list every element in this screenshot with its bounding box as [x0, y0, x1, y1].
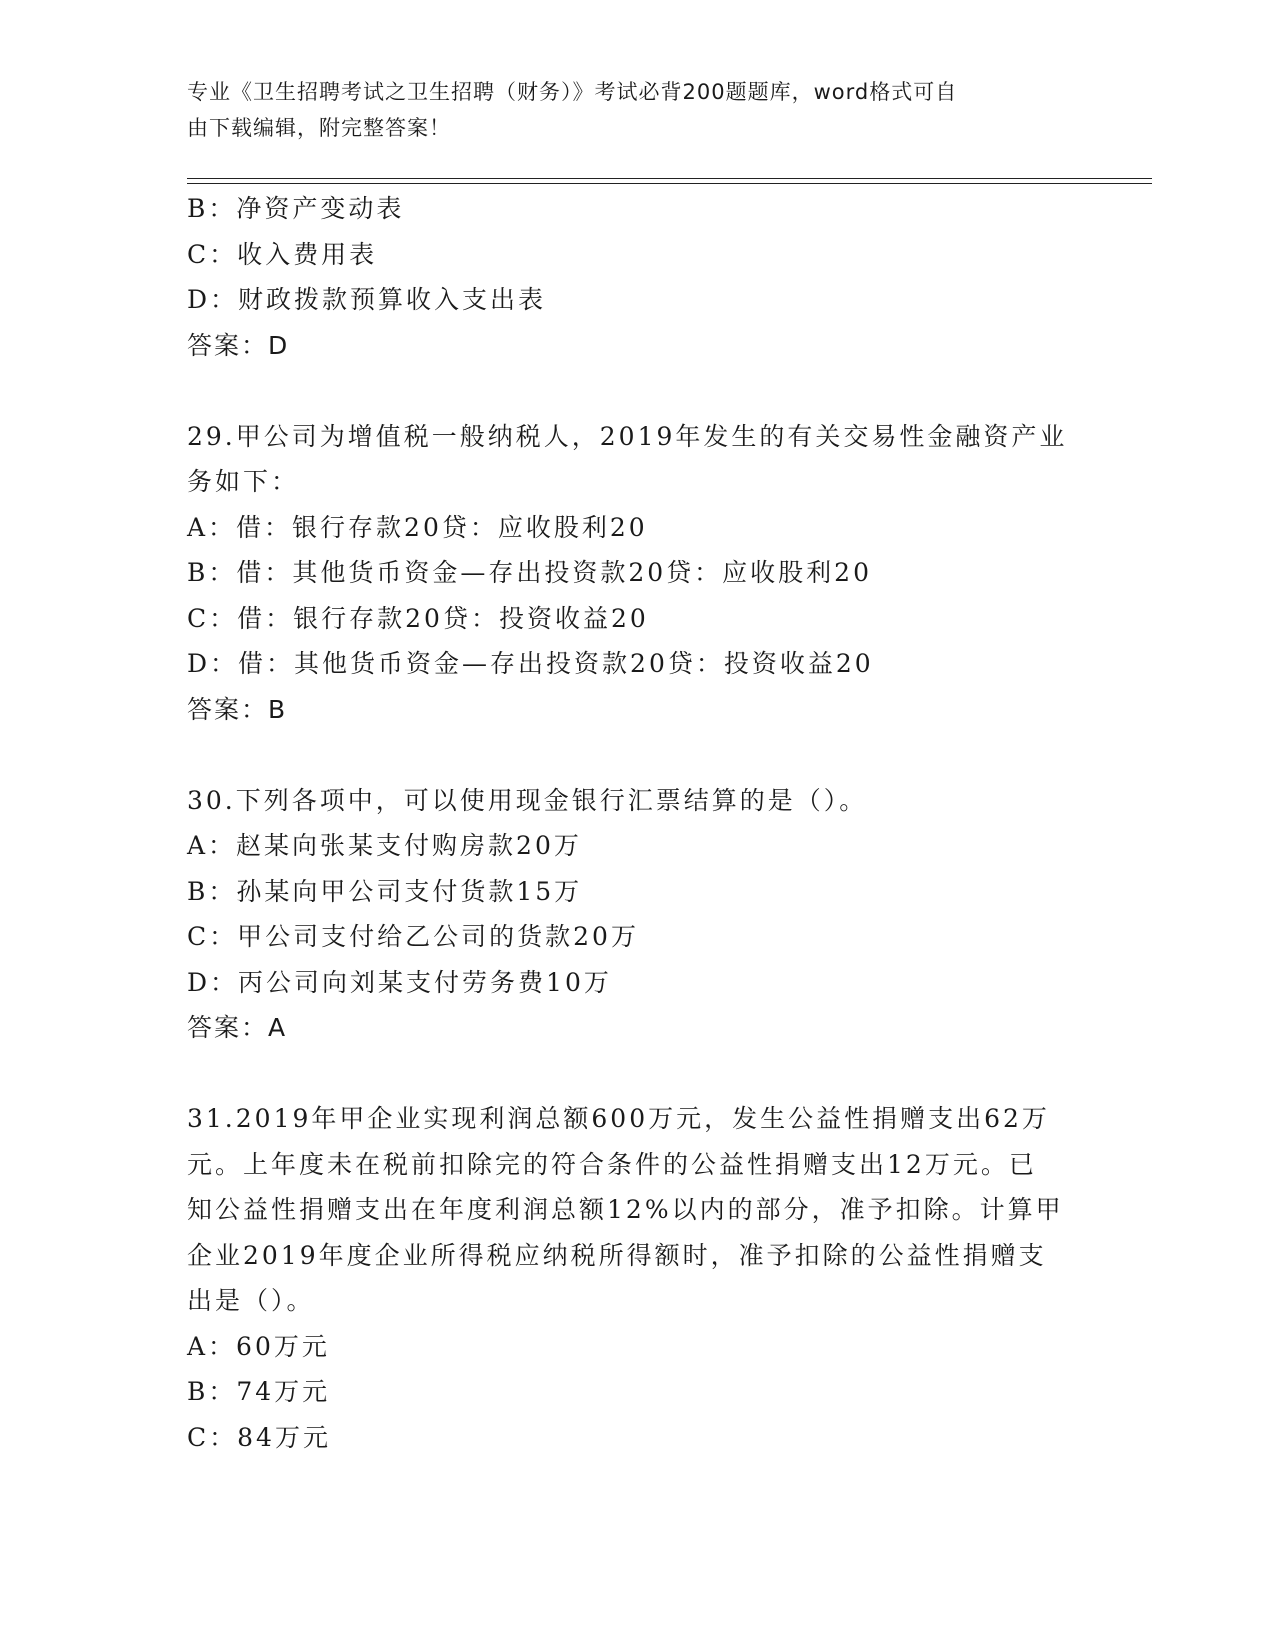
- header-divider-top: [187, 178, 1152, 179]
- question-29: [187, 414, 1087, 733]
- question-stem-line: 元。上年度未在税前扣除完的符合条件的公益性捐赠支出12万元。已: [187, 1149, 1037, 1179]
- answer: 答案：D: [187, 330, 290, 360]
- question-stem-line: 出是（）。: [187, 1286, 315, 1315]
- option-b: B：借：其他货币资金—存出投资款20贷：应收股利20: [187, 558, 872, 587]
- header-divider-bottom: [187, 183, 1152, 184]
- document-header: [187, 74, 1067, 146]
- option-d: D：财政拨款预算收入支出表: [187, 285, 547, 314]
- question-stem-line: 务如下：: [187, 467, 300, 496]
- question-list: [187, 186, 1087, 1460]
- header-line-1: 专业《卫生招聘考试之卫生招聘（财务）》考试必背200题题库，word格式可自: [187, 80, 958, 104]
- header-line-2: 由下载编辑，附完整答案！: [187, 116, 451, 140]
- question-stem-line: 企业2019年度企业所得税应纳税所得额时，准予扣除的公益性捐赠支: [187, 1240, 1047, 1270]
- answer: 答案：A: [187, 1013, 288, 1042]
- option-a: A：60万元: [187, 1331, 330, 1361]
- option-a: A：赵某向张某支付购房款20万: [187, 831, 582, 860]
- option-d: D：丙公司向刘某支付劳务费10万: [187, 967, 612, 997]
- question-stem-line: 29.甲公司为增值税一般纳税人，2019年发生的有关交易性金融资产业: [187, 421, 1068, 451]
- option-b: B：孙某向甲公司支付货款15万: [187, 876, 583, 906]
- answer: 答案：B: [187, 694, 288, 724]
- question-31: [187, 1096, 1087, 1460]
- option-c: C：收入费用表: [187, 239, 378, 269]
- option-d: D：借：其他货币资金—存出投资款20贷：投资收益20: [187, 649, 874, 678]
- question-stem-line: 知公益性捐赠支出在年度利润总额12%以内的部分，准予扣除。计算甲: [187, 1195, 1064, 1224]
- option-a: A：借：银行存款20贷：应收股利20: [187, 512, 648, 542]
- question-stem-line: 31.2019年甲企业实现利润总额600万元，发生公益性捐赠支出62万: [187, 1104, 1050, 1133]
- question-28: [187, 186, 1087, 368]
- option-b: B：74万元: [187, 1377, 331, 1406]
- option-c: C：甲公司支付给乙公司的货款20万: [187, 922, 639, 951]
- question-30: [187, 778, 1087, 1051]
- option-c: C：84万元: [187, 1422, 331, 1452]
- question-stem-line: 30.下列各项中，可以使用现金银行汇票结算的是（）。: [187, 785, 868, 815]
- option-c: C：借：银行存款20贷：投资收益20: [187, 603, 649, 633]
- option-b: B：净资产变动表: [187, 194, 405, 223]
